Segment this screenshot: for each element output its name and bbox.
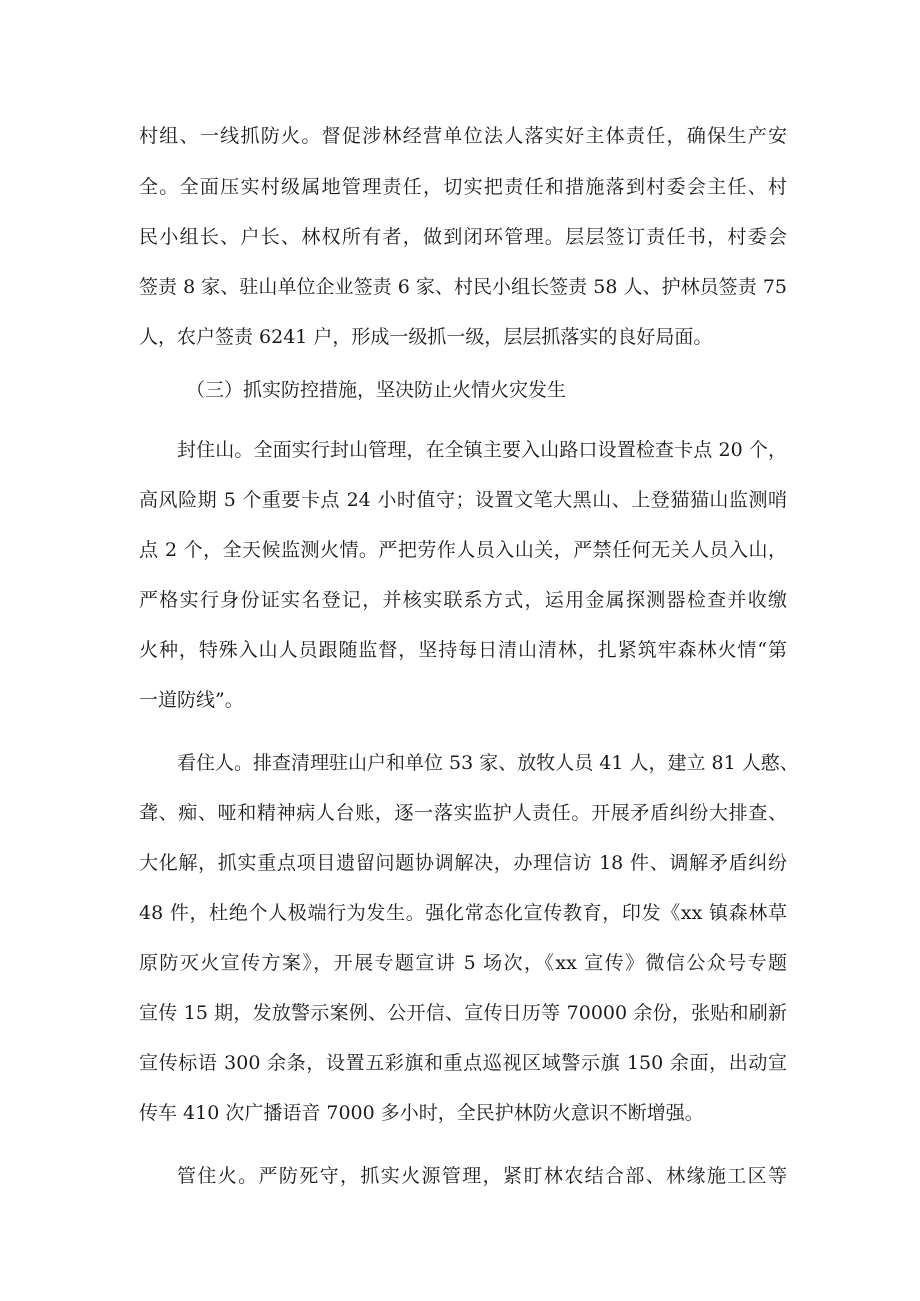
paragraph-line: 严格实行身份证实名登记，并核实联系方式，运用金属探测器检查并收缴: [139, 589, 787, 611]
paragraph-line: 火种，特殊入山人员跟随监督，坚持每日清山清林，扎紧筑牢森林火情“第: [139, 639, 787, 661]
paragraph-line: 村组、一线抓防火。督促涉林经营单位法人落实好主体责任，确保生产安: [139, 125, 787, 147]
paragraph-line: 传车 410 次广播语音 7000 多小时，全民护林防火意识不断增强。: [139, 1102, 704, 1124]
paragraph-line: 全。全面压实村级属地管理责任，切实把责任和措施落到村委会主任、村: [139, 176, 787, 198]
section-heading: （三）抓实防控措施，坚决防止火情火灾发生: [186, 379, 567, 401]
paragraph-line: 聋、痴、哑和精神病人台账，逐一落实监护人责任。开展矛盾纠纷大排查、: [139, 802, 787, 824]
paragraph-line: 封住山。全面实行封山管理，在全镇主要入山路口设置检查卡点 20 个，: [177, 439, 787, 461]
paragraph-line: 民小组长、户长、林权所有者，做到闭环管理。层层签订责任书，村委会: [139, 226, 787, 248]
paragraph-line: 人，农户签责 6241 户，形成一级抓一级，层层抓落实的良好局面。: [139, 326, 713, 348]
paragraph-line: 签责 8 家、驻山单位企业签责 6 家、村民小组长签责 58 人、护林员签责 75: [139, 276, 787, 298]
paragraph-line: 点 2 个，全天候监测火情。严把劳作人员入山关，严禁任何无关人员入山，: [139, 539, 787, 561]
paragraph-line: 宣传标语 300 余条，设置五彩旗和重点巡视区域警示旗 150 余面，出动宣: [139, 1052, 787, 1074]
paragraph-line: 一道防线”。: [139, 689, 244, 711]
paragraph-line: 看住人。排查清理驻山户和单位 53 家、放牧人员 41 人，建立 81 人憨、: [177, 752, 799, 774]
paragraph-line: 大化解，抓实重点项目遗留问题协调解决，办理信访 18 件、调解矛盾纠纷: [139, 852, 787, 874]
paragraph-line: 宣传 15 期，发放警示案例、公开信、宣传日历等 70000 余份，张贴和刷新: [139, 1002, 787, 1024]
paragraph-line: 原防灭火宣传方案》，开展专题宣讲 5 场次，《xx 宣传》微信公众号专题: [139, 952, 787, 974]
paragraph-line: 48 件，杜绝个人极端行为发生。强化常态化宣传教育，印发《xx 镇森林草: [139, 902, 787, 924]
paragraph-line: 管住火。严防死守，抓实火源管理，紧盯林农结合部、林缘施工区等: [177, 1165, 787, 1187]
paragraph-line: 高风险期 5 个重要卡点 24 小时值守；设置文笔大黑山、上登猫猫山监测哨: [139, 489, 787, 511]
